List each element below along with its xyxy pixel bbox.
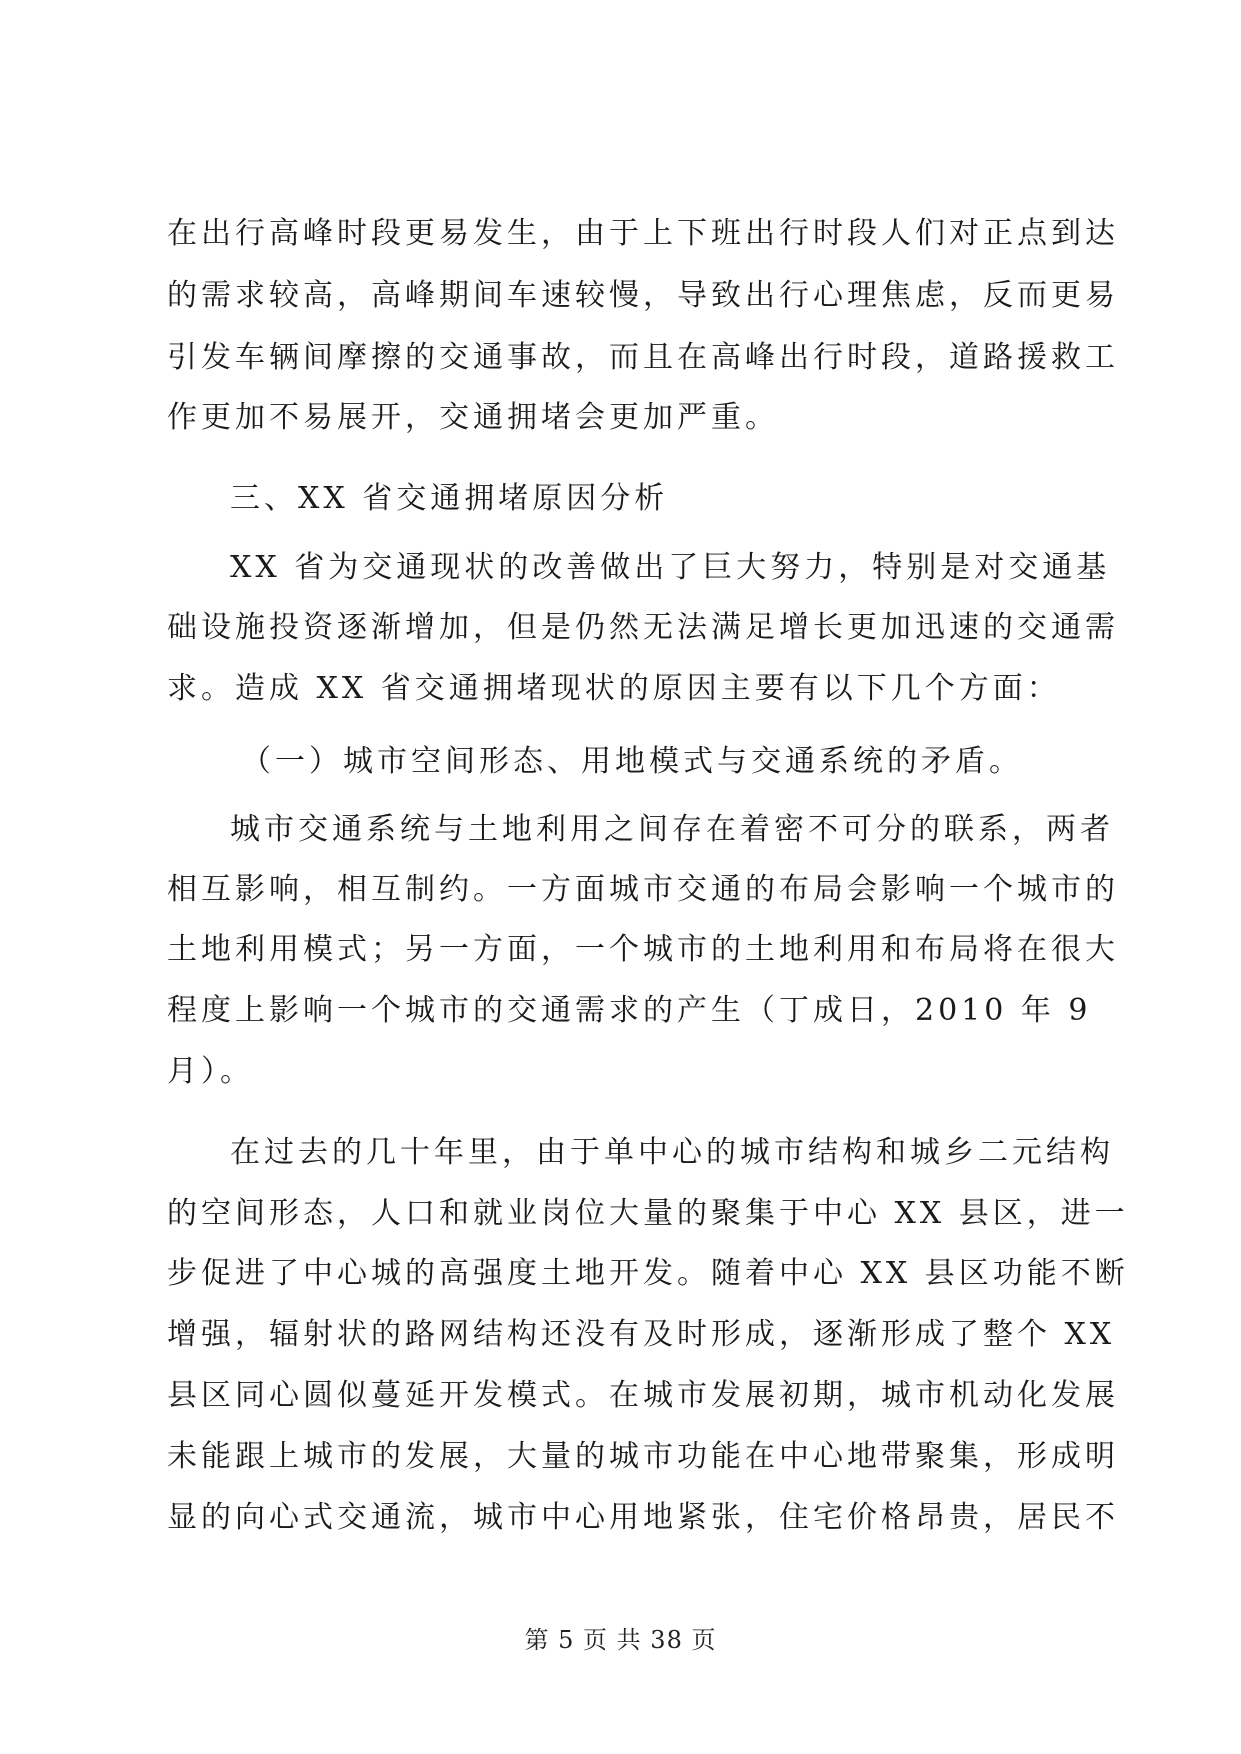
paragraph-line: 县区同心圆似蔓延开发模式。在城市发展初期，城市机动化发展 <box>167 1378 1119 1413</box>
paragraph-line: 的需求较高，高峰期间车速较慢，导致出行心理焦虑，反而更易 <box>167 278 1119 313</box>
paragraph-line: 显的向心式交通流，城市中心用地紧张，住宅价格昂贵，居民不 <box>167 1500 1119 1535</box>
paragraph-line: 础设施投资逐渐增加，但是仍然无法满足增长更加迅速的交通需 <box>167 610 1119 645</box>
paragraph-line: 城市交通系统与土地利用之间存在着密不可分的联系，两者 <box>230 812 1114 847</box>
paragraph-line: 在出行高峰时段更易发生，由于上下班出行时段人们对正点到达 <box>167 216 1119 251</box>
paragraph-line: 增强，辐射状的路网结构还没有及时形成，逐渐形成了整个 XX <box>167 1317 1116 1352</box>
subsection-heading: （一）城市空间形态、用地模式与交通系统的矛盾。 <box>241 744 1023 779</box>
page-number-footer: 第 5 页 共 38 页 <box>524 1626 717 1654</box>
paragraph-line: 程度上影响一个城市的交通需求的产生（丁成日，2010 年 9 <box>167 993 1092 1028</box>
paragraph-line: 作更加不易展开，交通拥堵会更加严重。 <box>167 400 779 435</box>
paragraph-line: 相互影响，相互制约。一方面城市交通的布局会影响一个城市的 <box>167 872 1119 907</box>
paragraph-line: 步促进了中心城的高强度土地开发。随着中心 XX 县区功能不断 <box>167 1256 1129 1291</box>
paragraph-line: 未能跟上城市的发展，大量的城市功能在中心地带聚集，形成明 <box>167 1439 1119 1474</box>
paragraph-line: 的空间形态，人口和就业岗位大量的聚集于中心 XX 县区，进一 <box>167 1196 1129 1231</box>
paragraph-line: 在过去的几十年里，由于单中心的城市结构和城乡二元结构 <box>230 1135 1114 1170</box>
section-heading: 三、XX 省交通拥堵原因分析 <box>230 481 669 516</box>
paragraph-line: 土地利用模式；另一方面，一个城市的土地利用和布局将在很大 <box>167 932 1119 967</box>
paragraph-line: XX 省为交通现状的改善做出了巨大努力，特别是对交通基 <box>230 550 1111 585</box>
paragraph-line: 月）。 <box>167 1054 254 1089</box>
paragraph-line: 引发车辆间摩擦的交通事故，而且在高峰出行时段，道路援救工 <box>167 340 1119 375</box>
paragraph-line: 求。造成 XX 省交通拥堵现状的原因主要有以下几个方面： <box>167 671 1061 706</box>
